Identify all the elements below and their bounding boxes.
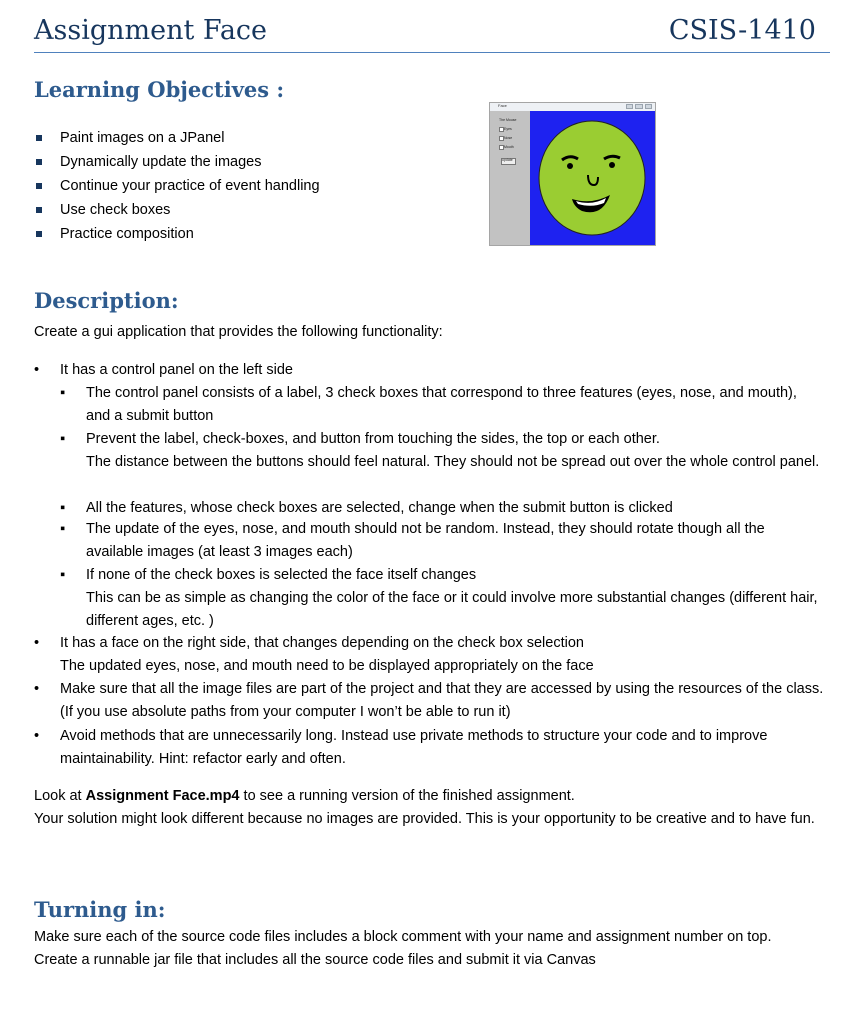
objective-item: Use check boxes: [34, 198, 320, 222]
sub-bullet-item: ▪ All the features, whose check boxes are selected, change when the submit button is clicked: [60, 500, 673, 516]
course-code: CSIS-1410: [668, 15, 816, 46]
window-title: Face: [498, 103, 507, 108]
control-label: The Mouse: [499, 118, 517, 122]
solution-note: Your solution might look different because no images are provided. This is your opportunity to be creative and to have fun.: [34, 811, 815, 827]
sub-bullet-item: ▪ Prevent the label, check-boxes, and button from touching the sides, the top or each other. The distance between the buttons should feel natural. They should not be spread out over the whole control panel.: [60, 431, 820, 470]
objectives-heading: Learning Objectives :: [34, 77, 285, 102]
bullet-item: • It has a face on the right side, that changes depending on the check box selection The updated eyes, nose, and mouth need to be displayed appropriately on the face: [34, 635, 594, 674]
face-app-screenshot: [489, 102, 656, 246]
left-eye-icon: [567, 163, 573, 169]
turning-in-heading: Turning in:: [34, 897, 166, 922]
window-titlebar: [490, 103, 655, 111]
face-circle: [539, 121, 645, 235]
video-filename: Assignment Face.mp4: [85, 788, 240, 804]
description-heading: Description:: [34, 288, 179, 313]
square-bullet-icon: [36, 183, 42, 189]
document-title: Assignment Face: [34, 15, 268, 46]
turning-in-line-2: Create a runnable jar file that includes all the source code files and submit it via Canvas: [34, 952, 596, 968]
objectives-list: [34, 126, 320, 246]
bullet-item: • Avoid methods that are unnecessarily long. Instead use private methods to structure your code and to improve maintainability. Hint: refactor early and often.: [34, 728, 768, 767]
control-panel: The Mouse Eyes Nose Mouth update: [490, 111, 530, 245]
sub-bullet-item: ▪ The update of the eyes, nose, and mouth should not be random. Instead, they should rotate though all the available images (at least 3 images each): [60, 521, 765, 560]
face-drawing: [530, 111, 654, 245]
square-bullet-icon: [36, 159, 42, 165]
objective-item: Practice composition: [34, 222, 320, 246]
description-intro: Create a gui application that provides the following functionality:: [34, 324, 443, 340]
square-bullet-icon: [36, 231, 42, 237]
objective-item: Continue your practice of event handling: [34, 174, 320, 198]
face-panel: [530, 111, 655, 245]
look-at-video-line: Look at Assignment Face.mp4 to see a running version of the finished assignment.: [34, 788, 575, 804]
objective-item: Dynamically update the images: [34, 150, 320, 174]
document-header: [34, 10, 830, 53]
window-controls: [626, 104, 652, 109]
sub-bullet-item: ▪ The control panel consists of a label, 3 check boxes that correspond to three features (eyes, nose, and mouth), and a submit button: [60, 385, 797, 424]
turning-in-line-1: Make sure each of the source code files includes a block comment with your name and assignment number on top.: [34, 929, 772, 945]
right-eye-icon: [609, 162, 615, 168]
bullet-item: • It has a control panel on the left side: [34, 362, 293, 378]
objective-item: Paint images on a JPanel: [34, 126, 320, 150]
square-bullet-icon: [36, 135, 42, 141]
square-bullet-icon: [36, 207, 42, 213]
bullet-item: • Make sure that all the image files are part of the project and that they are accessed by using the resources of the class. (If you use absolute paths from your computer I won’t be able to run it): [34, 681, 824, 720]
sub-bullet-item: ▪ If none of the check boxes is selected the face itself changes This can be as simple as changing the color of the face or it could involve more substantial changes (different hair, different ages, etc. ): [60, 567, 818, 629]
